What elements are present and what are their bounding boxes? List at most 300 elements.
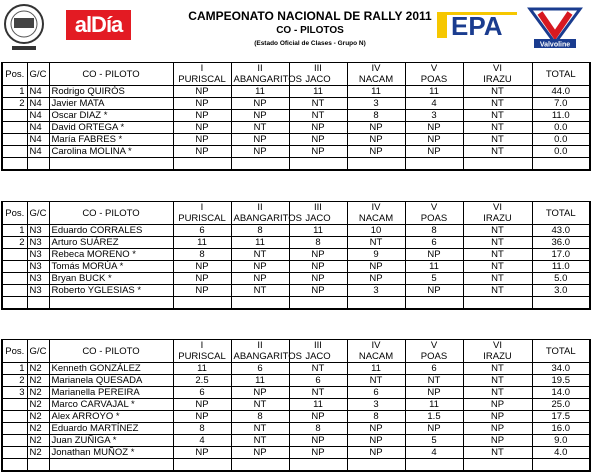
cell-total: 19.5 [532,375,590,387]
stage-name: PURISCAL [173,213,231,225]
stage-name: IRAZU [463,74,532,86]
club-logo [2,2,46,54]
cell-total: 7.0 [532,98,590,110]
blank-cell [347,459,405,472]
cell-stage-score: NP [231,146,289,158]
cell-gc: N4 [27,110,49,122]
blank-row [2,459,590,472]
stage-num: II [231,340,289,352]
cell-stage-score: 11 [289,399,347,411]
cell-stage-score: NT [289,387,347,399]
cell-stage-score: 11 [405,399,463,411]
col-gc: G/C [27,340,49,363]
cell-gc: N2 [27,447,49,459]
cell-stage-score: NP [173,447,231,459]
cell-stage-score: NT [463,363,532,375]
cell-stage-score: 9 [347,249,405,261]
cell-stage-score: NP [347,447,405,459]
cell-stage-score: NP [173,411,231,423]
cell-stage-score: NP [289,249,347,261]
stage-num: VI [463,202,532,214]
stage-num: II [231,202,289,214]
cell-stage-score: NP [231,447,289,459]
cell-stage-score: NP [231,273,289,285]
cell-stage-score: NP [173,110,231,122]
cell-gc: N3 [27,237,49,249]
blank-cell [405,459,463,472]
cell-pos: 3 [2,387,27,399]
cell-stage-score: NT [231,285,289,297]
cell-gc: N3 [27,285,49,297]
cell-gc: N2 [27,363,49,375]
cell-gc: N2 [27,387,49,399]
table-row [2,375,590,387]
cell-pos [2,146,27,158]
stage-name: JACO [289,74,347,86]
cell-total: 0.0 [532,122,590,134]
cell-stage-score: 11 [173,363,231,375]
cell-pos: 1 [2,225,27,237]
cell-stage-score: NT [463,237,532,249]
cell-pos: 1 [2,86,27,98]
cell-total: 0.0 [532,134,590,146]
cell-total: 11.0 [532,110,590,122]
blank-cell [2,297,27,310]
col-total: TOTAL [532,202,590,225]
cell-name: Alex ARROYO * [49,411,173,423]
cell-name: Bryan BUCK * [49,273,173,285]
cell-stage-score: NP [289,447,347,459]
cell-stage-score: 1.5 [405,411,463,423]
cell-gc: N4 [27,98,49,110]
blank-cell [231,297,289,310]
blank-cell [49,297,173,310]
cell-stage-score: NP [173,98,231,110]
cell-stage-score: 6 [231,363,289,375]
cell-stage-score: 11 [405,86,463,98]
cell-stage-score: 8 [173,423,231,435]
cell-stage-score: NP [347,146,405,158]
cell-pos [2,261,27,273]
col-gc: G/C [27,63,49,86]
cell-stage-score: NT [463,146,532,158]
stage-name: JACO [289,213,347,225]
table-row [2,110,590,122]
cell-stage-score: NP [405,423,463,435]
cell-name: Rodrigo QUIRÓS [49,86,173,98]
cell-stage-score: 10 [347,225,405,237]
report-header [0,0,590,58]
cell-stage-score: 5 [405,273,463,285]
cell-stage-score: NP [289,435,347,447]
table-row [2,237,590,249]
cell-stage-score: NT [463,261,532,273]
cell-gc: N3 [27,225,49,237]
cell-name: Eduardo MARTÍNEZ [49,423,173,435]
blank-cell [347,158,405,171]
col-pos: Pos. [2,202,27,225]
cell-gc: N4 [27,146,49,158]
cell-stage-score: NP [231,261,289,273]
cell-stage-score: 2.5 [173,375,231,387]
cell-stage-score: NT [463,249,532,261]
col-pos: Pos. [2,340,27,363]
cell-stage-score: 11 [405,261,463,273]
cell-name: David ORTEGA * [49,122,173,134]
cell-stage-score: 11 [289,225,347,237]
cell-stage-score: NP [173,399,231,411]
cell-stage-score: NP [405,134,463,146]
stage-name: JACO [289,351,347,363]
cell-name: María FABRES * [49,134,173,146]
col-pos: Pos. [2,63,27,86]
stage-name: PURISCAL [173,351,231,363]
cell-name: Juan ZUÑIGA * [49,435,173,447]
stage-name: ABANGARITOS [231,74,289,86]
cell-pos [2,249,27,261]
cell-stage-score: NP [231,387,289,399]
cell-stage-score: NP [289,411,347,423]
cell-stage-score: NP [405,122,463,134]
results-table-n4 [1,62,591,171]
stage-name: ABANGARITOS [231,351,289,363]
cell-name: Kenneth GONZÁLEZ [49,363,173,375]
cell-name: Arturo SUÁREZ [49,237,173,249]
cell-stage-score: 3 [347,399,405,411]
table-row [2,261,590,273]
cell-stage-score: NP [289,261,347,273]
cell-stage-score: NT [463,273,532,285]
cell-name: Jonathan MUÑOZ * [49,447,173,459]
cell-pos [2,285,27,297]
cell-stage-score: NP [173,122,231,134]
stage-num: III [289,202,347,214]
cell-stage-score: 3 [405,110,463,122]
blank-cell [173,459,231,472]
blank-cell [289,158,347,171]
cell-stage-score: 8 [289,423,347,435]
cell-total: 14.0 [532,387,590,399]
cell-pos [2,447,27,459]
blank-cell [532,158,590,171]
blank-cell [532,459,590,472]
cell-stage-score: 11 [347,86,405,98]
table-row [2,134,590,146]
cell-pos [2,110,27,122]
cell-stage-score: 6 [173,387,231,399]
cell-name: Eduardo CORRALES [49,225,173,237]
cell-pos [2,411,27,423]
cell-name: Rebeca MORENO * [49,249,173,261]
cell-stage-score: NP [463,435,532,447]
results-table-n3 [1,201,591,310]
col-piloto: CO - PILOTO [49,63,173,86]
table-row [2,399,590,411]
stage-num: III [289,63,347,75]
cell-stage-score: 6 [405,237,463,249]
cell-stage-score: 6 [405,363,463,375]
cell-name: Marco CARVAJAL * [49,399,173,411]
cell-total: 9.0 [532,435,590,447]
cell-stage-score: NP [405,146,463,158]
stage-name: POAS [405,351,463,363]
blank-cell [463,158,532,171]
cell-stage-score: NP [289,122,347,134]
aldia-logo: alDía [66,10,131,40]
blank-cell [2,158,27,171]
blank-cell [27,459,49,472]
cell-stage-score: 4 [173,435,231,447]
cell-total: 5.0 [532,273,590,285]
cell-stage-score: NP [173,146,231,158]
cell-stage-score: NP [405,249,463,261]
cell-stage-score: 3 [347,98,405,110]
cell-stage-score: 3 [347,285,405,297]
cell-stage-score: NP [463,411,532,423]
cell-stage-score: 11 [347,363,405,375]
blank-cell [49,459,173,472]
cell-gc: N3 [27,261,49,273]
stage-num: V [405,202,463,214]
cell-gc: N2 [27,423,49,435]
epa-logo [437,11,517,41]
table-row [2,273,590,285]
page-title: CAMPEONATO NACIONAL DE RALLY 2011 [188,9,432,23]
cell-stage-score: 8 [347,411,405,423]
cell-stage-score: NP [347,423,405,435]
cell-stage-score: NP [347,134,405,146]
blank-cell [463,297,532,310]
blank-cell [405,158,463,171]
cell-stage-score: NT [463,447,532,459]
stage-num: III [289,340,347,352]
cell-name: Oscar DIAZ * [49,110,173,122]
cell-stage-score: NT [405,375,463,387]
stage-num: V [405,340,463,352]
table-row [2,146,590,158]
cell-pos [2,423,27,435]
blank-cell [532,297,590,310]
col-gc: G/C [27,202,49,225]
cell-stage-score: NP [173,261,231,273]
cell-stage-score: NP [231,110,289,122]
table-row [2,86,590,98]
cell-gc: N4 [27,134,49,146]
cell-name: Marianella PEREIRA [49,387,173,399]
cell-pos [2,399,27,411]
cell-pos [2,435,27,447]
cell-name: Javier MATA [49,98,173,110]
table-row [2,447,590,459]
cell-stage-score: NP [289,146,347,158]
cell-stage-score: 11 [289,86,347,98]
stage-num: VI [463,63,532,75]
blank-cell [2,459,27,472]
blank-cell [173,158,231,171]
stage-name: NACAM [347,213,405,225]
cell-total: 44.0 [532,86,590,98]
blank-cell [27,297,49,310]
cell-stage-score: 11 [231,86,289,98]
stage-num: II [231,63,289,75]
cell-gc: N3 [27,273,49,285]
blank-cell [347,297,405,310]
cell-stage-score: NT [463,387,532,399]
cell-stage-score: NT [463,375,532,387]
cell-name: Roberto YGLESIAS * [49,285,173,297]
cell-stage-score: NP [173,86,231,98]
cell-stage-score: 8 [405,225,463,237]
table-row [2,249,590,261]
stage-name: IRAZU [463,351,532,363]
stage-name: POAS [405,213,463,225]
cell-stage-score: 6 [289,375,347,387]
col-total: TOTAL [532,340,590,363]
cell-pos: 2 [2,375,27,387]
cell-total: 36.0 [532,237,590,249]
page-subtitle: CO - PILOTOS [276,25,344,36]
cell-total: 43.0 [532,225,590,237]
stage-num: IV [347,202,405,214]
cell-stage-score: NP [231,134,289,146]
cell-total: 25.0 [532,399,590,411]
stage-num: I [173,340,231,352]
table-row [2,423,590,435]
cell-stage-score: NT [231,423,289,435]
cell-stage-score: 11 [173,237,231,249]
cell-name: Marianela QUESADA [49,375,173,387]
cell-name: Tomás MORÚA * [49,261,173,273]
cell-stage-score: NP [173,273,231,285]
cell-total: 11.0 [532,261,590,273]
cell-stage-score: 11 [231,375,289,387]
cell-total: 34.0 [532,363,590,375]
cell-gc: N4 [27,122,49,134]
stage-name: IRAZU [463,213,532,225]
table-row [2,225,590,237]
valvoline-logo-text: Valvoline [539,41,571,49]
cell-stage-score: NT [463,122,532,134]
cell-stage-score: NT [463,285,532,297]
stage-num: VI [463,340,532,352]
blank-cell [289,459,347,472]
blank-cell [405,297,463,310]
cell-total: 0.0 [532,146,590,158]
cell-stage-score: NP [231,98,289,110]
cell-pos: 2 [2,237,27,249]
cell-stage-score: NP [289,273,347,285]
cell-stage-score: 4 [405,447,463,459]
cell-stage-score: NP [347,273,405,285]
cell-stage-score: NP [463,423,532,435]
cell-stage-score: NP [289,134,347,146]
cell-stage-score: NP [173,285,231,297]
table-row [2,98,590,110]
cell-stage-score: NT [463,225,532,237]
stage-num: V [405,63,463,75]
cell-stage-score: NT [463,134,532,146]
table-row [2,122,590,134]
stage-name: POAS [405,74,463,86]
cell-stage-score: 8 [347,110,405,122]
cell-pos: 2 [2,98,27,110]
stage-num: I [173,202,231,214]
cell-total: 3.0 [532,285,590,297]
cell-stage-score: NT [347,375,405,387]
blank-cell [49,158,173,171]
cell-gc: N2 [27,435,49,447]
cell-stage-score: NP [347,122,405,134]
cell-stage-score: NT [231,399,289,411]
blank-row [2,297,590,310]
cell-stage-score: 8 [289,237,347,249]
table-row [2,363,590,375]
table-row [2,435,590,447]
cell-stage-score: NT [347,237,405,249]
results-table-n2 [1,339,591,472]
stage-num: IV [347,63,405,75]
cell-stage-score: NP [405,285,463,297]
stage-num: IV [347,340,405,352]
cell-pos [2,134,27,146]
cell-total: 17.5 [532,411,590,423]
cell-stage-score: 11 [231,237,289,249]
col-piloto: CO - PILOTO [49,202,173,225]
cell-stage-score: 4 [405,98,463,110]
cell-pos: 1 [2,363,27,375]
cell-stage-score: NT [231,435,289,447]
table-row [2,285,590,297]
cell-total: 4.0 [532,447,590,459]
page-note: (Estado Oficial de Clases - Grupo N) [254,40,366,47]
table-row [2,411,590,423]
cell-stage-score: NT [463,98,532,110]
cell-stage-score: NT [289,363,347,375]
epa-logo-text: EPA [451,11,503,41]
stage-name: NACAM [347,74,405,86]
cell-stage-score: 8 [173,249,231,261]
valvoline-logo [526,3,584,49]
blank-row [2,158,590,171]
blank-cell [173,297,231,310]
cell-stage-score: NT [231,249,289,261]
table-row [2,387,590,399]
blank-cell [27,158,49,171]
blank-cell [231,459,289,472]
cell-gc: N4 [27,86,49,98]
cell-gc: N2 [27,411,49,423]
cell-stage-score: 8 [231,411,289,423]
cell-gc: N2 [27,375,49,387]
cell-stage-score: NT [289,98,347,110]
cell-stage-score: 5 [405,435,463,447]
cell-pos [2,273,27,285]
blank-cell [289,297,347,310]
cell-name: Carolina MOLINA * [49,146,173,158]
cell-gc: N3 [27,249,49,261]
cell-stage-score: NP [173,134,231,146]
cell-stage-score: NT [289,110,347,122]
cell-stage-score: NT [463,86,532,98]
cell-total: 17.0 [532,249,590,261]
stage-name: NACAM [347,351,405,363]
cell-stage-score: NT [463,110,532,122]
cell-stage-score: 6 [173,225,231,237]
col-total: TOTAL [532,63,590,86]
cell-stage-score: 8 [231,225,289,237]
blank-cell [463,459,532,472]
col-piloto: CO - PILOTO [49,340,173,363]
